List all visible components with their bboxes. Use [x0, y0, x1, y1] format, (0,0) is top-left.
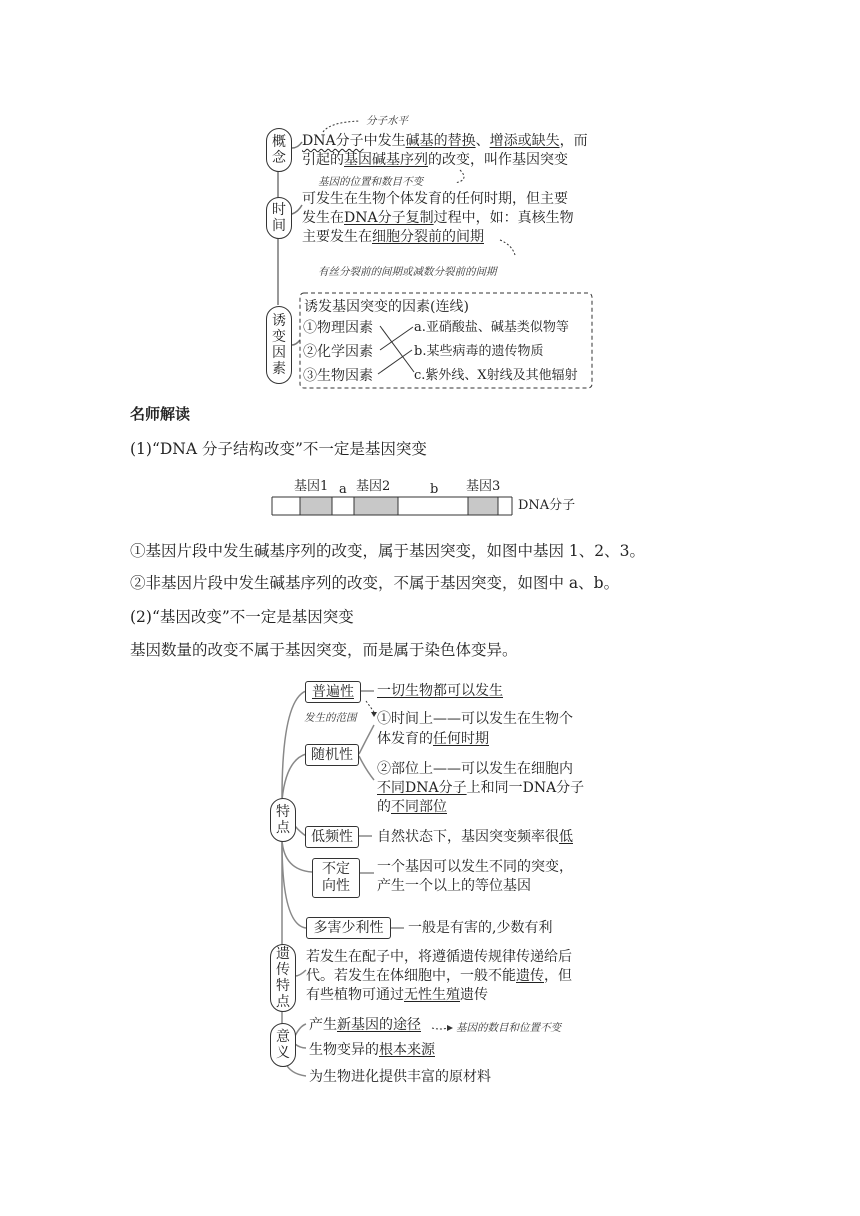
node-char: 诱	[272, 313, 286, 329]
label-gene1: 基因1	[294, 479, 329, 494]
text-span: 无性生殖	[404, 987, 460, 1003]
text-span: 上和同一DNA分子	[466, 780, 585, 796]
text-span: 、	[475, 133, 490, 149]
label-dna: DNA分子	[518, 498, 576, 513]
text-span: 生物变异的	[309, 1042, 379, 1058]
box-undirected	[312, 858, 360, 898]
node-char: 间	[272, 218, 286, 234]
point1-heading: (1)“DNA 分子结构改变”不一定是基因突变	[130, 440, 427, 458]
mutagen-left-3: ③生物因素	[303, 368, 373, 384]
inherit-line-3	[306, 986, 488, 1004]
point2-line1: 基因数量的改变不属于基因突变，而是属于染色体变异。	[130, 641, 518, 659]
universal-text	[377, 682, 503, 700]
text-span: 低	[559, 829, 573, 845]
text-span: 产生	[309, 1017, 337, 1033]
low-freq-text	[377, 828, 573, 846]
note-scope: 发生的范围	[304, 712, 357, 724]
meaning-line-2	[309, 1041, 435, 1059]
text-span: 代。若发生在体细胞中，一般不能	[306, 968, 516, 984]
harmful-text: 一般是有害的,少数有利	[408, 920, 553, 936]
random-line-3: ②部位上——可以发生在细胞内	[377, 761, 573, 777]
inherit-line-2	[306, 967, 572, 985]
text-span: ，而	[559, 133, 588, 149]
mutagen-left-1: ①物理因素	[303, 320, 373, 336]
node-char: 遗	[276, 946, 290, 962]
node-char: 变	[272, 329, 286, 345]
random-line-5	[377, 798, 447, 816]
text-span: ，但	[544, 968, 572, 984]
box-label: 普遍性	[312, 683, 354, 700]
box-label: 向性	[322, 878, 350, 894]
box-universal	[305, 681, 361, 703]
note-molecular-level: 分子水平	[366, 115, 408, 127]
node-char: 念	[272, 150, 286, 166]
node-char: 点	[276, 994, 290, 1010]
text-span: 遗传	[516, 968, 544, 984]
note-gene-position: 基因的位置和数目不变	[318, 176, 423, 188]
text-span: 一切生物都可以发生	[377, 683, 503, 699]
node-char: 概	[272, 134, 286, 150]
random-line-4	[377, 779, 584, 797]
undirected-line-2: 产生一个以上的等位基因	[377, 878, 531, 894]
mutagen-right-b: b.某些病毒的遗传物质	[414, 344, 544, 359]
text-span: 遗传	[460, 987, 488, 1003]
mutagen-box-title: 诱发基因突变的因素(连线)	[304, 299, 469, 315]
node-char: 传	[276, 962, 290, 978]
box-harmful	[306, 917, 391, 939]
label-a: a	[339, 482, 347, 497]
label-b: b	[430, 482, 439, 497]
section-title: 名师解读	[130, 405, 191, 423]
node-meaning	[270, 1023, 296, 1067]
text-span: 不同部位	[391, 799, 447, 815]
note-interphase: 有丝分裂前的间期或减数分裂前的间期	[318, 266, 497, 278]
random-line-1: ①时间上——可以发生在生物个	[377, 711, 573, 727]
box-low-frequency	[305, 826, 359, 848]
random-line-2	[377, 730, 489, 748]
time-line-1: 可发生在生物个体发育的任何时期，但主要	[302, 191, 568, 207]
box-random	[305, 744, 359, 766]
text-span: 细胞分裂前的间期	[372, 229, 484, 245]
meaning-line-1	[309, 1016, 421, 1034]
label-gene3: 基因3	[466, 479, 501, 494]
node-features	[270, 798, 296, 842]
text-span: 发生在	[302, 210, 344, 226]
text-span: 体发育的	[377, 731, 433, 747]
text-span: DNA分子复制	[344, 210, 434, 226]
label-gene2: 基因2	[356, 479, 391, 494]
text-span: 任何时期	[433, 731, 489, 747]
text-span: 增添或缺失	[489, 133, 560, 149]
meaning-line-3: 为生物进化提供丰富的原材料	[309, 1069, 491, 1085]
point2-heading: (2)“基因改变”不一定是基因突变	[130, 608, 354, 626]
text-span: 引起的	[302, 152, 344, 168]
mutagen-right-c: c.紫外线、X射线及其他辐射	[414, 368, 578, 383]
note-gene-count: 基因的数目和位置不变	[456, 1022, 561, 1034]
text-span: 碱基的替换	[405, 133, 476, 149]
box-label: 随机性	[311, 746, 353, 763]
node-char: 点	[276, 820, 290, 836]
node-char: 特	[276, 978, 290, 994]
text-span: 中发生	[363, 133, 406, 149]
node-char: 意	[276, 1029, 290, 1045]
node-inherit	[270, 944, 296, 1012]
inherit-line-1: 若发生在配子中，将遵循遗传规律传递给后	[306, 949, 572, 965]
text-span: 根本来源	[379, 1042, 435, 1058]
box-label: 低频性	[311, 828, 353, 845]
text-span: 基因碱基序列	[344, 152, 428, 168]
text-span: 过程中，如：真核生物	[433, 210, 574, 226]
mutagen-right-a: a.亚硝酸盐、碱基类似物等	[414, 320, 569, 335]
point1-line1: ①基因片段中发生碱基序列的改变，属于基因突变，如图中基因 1、2、3。	[130, 542, 646, 560]
text-span: 的	[377, 799, 391, 815]
text-span: 的改变，叫作基因突变	[428, 152, 568, 168]
mutagen-left-2: ②化学因素	[303, 344, 373, 360]
text-span: DNA分子	[302, 133, 364, 149]
undirected-line-1: 一个基因可以发生不同的突变，	[377, 859, 573, 875]
text-span: 自然状态下，基因突变频率很	[377, 829, 559, 845]
node-char: 特	[276, 804, 290, 820]
node-char: 素	[272, 361, 286, 377]
box-label: 多害少利性	[313, 919, 384, 936]
text-span: 新基因的途径	[337, 1017, 421, 1033]
text-span: 主要发生在	[302, 229, 372, 245]
node-char: 义	[276, 1045, 290, 1061]
text-span: 有些植物可通过	[306, 987, 404, 1003]
box-label: 不定	[322, 861, 350, 877]
point1-line2: ②非基因片段中发生碱基序列的改变，不属于基因突变，如图中 a、b。	[130, 574, 620, 592]
text-span: 不同DNA分子	[377, 780, 467, 796]
node-char: 时	[272, 202, 286, 218]
node-char: 因	[272, 345, 286, 361]
